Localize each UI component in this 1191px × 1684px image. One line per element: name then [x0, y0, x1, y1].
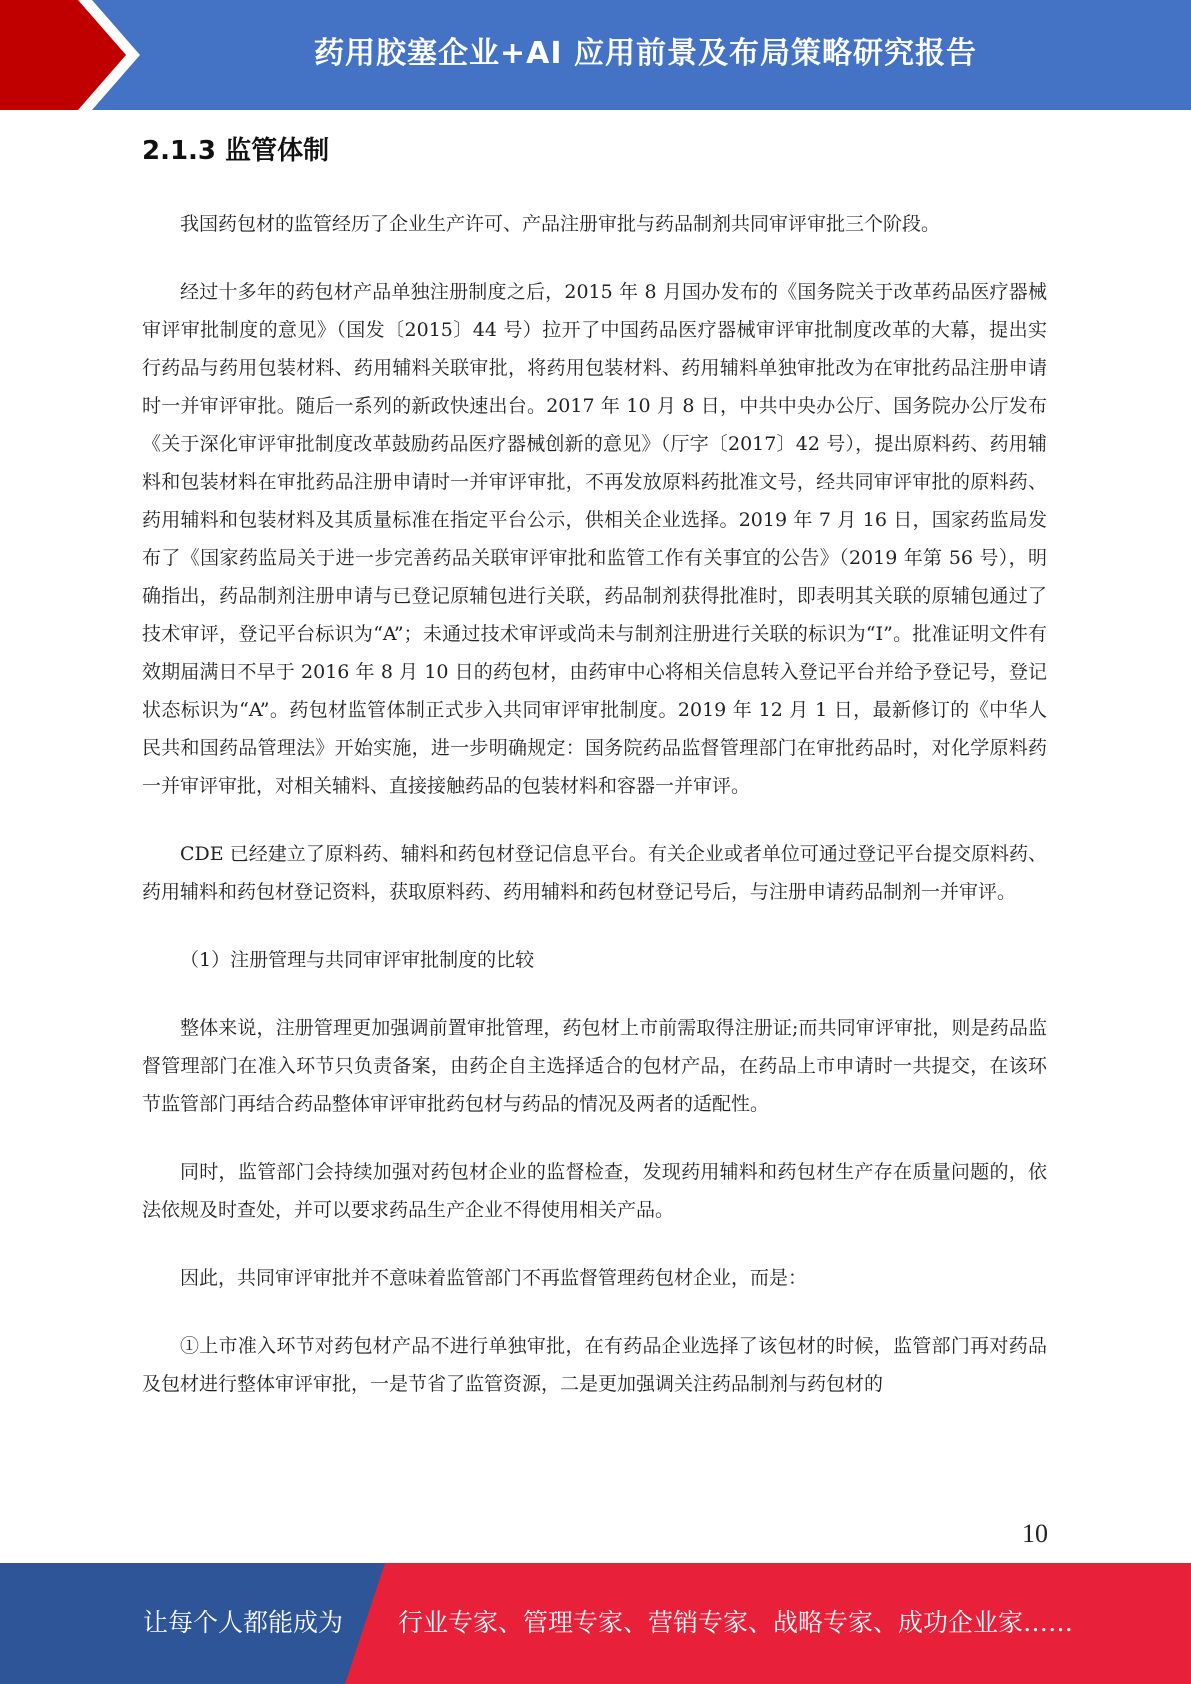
- section-heading: 2.1.3 监管体制: [142, 136, 330, 166]
- page-number: 10: [1022, 1519, 1048, 1548]
- paragraph-therefore: 因此，共同审评审批并不意味着监管部门不再监督管理药包材企业，而是：: [180, 1267, 808, 1289]
- paragraph-subheading: （1）注册管理与共同审评审批制度的比较: [180, 949, 535, 971]
- header-banner: [0, 0, 1191, 110]
- report-title: 药用胶塞企业+AI 应用前景及布局策略研究报告: [314, 36, 977, 71]
- paragraph-supervision: 同时，监管部门会持续加强对药包材企业的监督检查，发现药用辅料和药包材生产存在质量问题的，依法依规及时查处，并可以要求药品生产企业不得使用相关产品。: [142, 1161, 1047, 1221]
- footer-slogan-right: 行业专家、管理专家、营销专家、战略专家、成功企业家……: [398, 1608, 1074, 1637]
- paragraph-point-one: ①上市准入环节对药包材产品不进行单独审批，在有药品企业选择了该包材的时候，监管部门再对药品及包材进行整体审评审批，一是节省了监管资源，二是更加强调关注药品制剂与药包材的: [142, 1335, 1047, 1395]
- paragraph-cde-platform: CDE 已经建立了原料药、辅料和药包材登记信息平台。有关企业或者单位可通过登记平台提交原料药、药用辅料和药包材登记资料，获取原料药、药用辅料和药包材登记号后，与注册申请药品制剂一并审评。: [142, 843, 1047, 903]
- body-text: [142, 205, 1047, 1403]
- paragraph-comparison: 整体来说，注册管理更加强调前置审批管理，药包材上市前需取得注册证;而共同审评审批，则是药品监督管理部门在准入环节只负责备案，由药企自主选择适合的包材产品，在药品上市申请时一共提交，在该环节监管部门再结合药品整体审评审批药包材与药品的情况及两者的适配性。: [142, 1017, 1047, 1115]
- paragraph-history: 经过十多年的药包材产品单独注册制度之后，2015 年 8 月国办发布的《国务院关于改革药品医疗器械审评审批制度的意见》（国发〔2015〕44 号）拉开了中国药品医疗器械审评审批制度改革的大幕，提出实行药品与药用包装材料、药用辅料关联审批，将药用包装材料、药用辅料单独审批改为在审批药品注册申请时一并审评审批。随后一系列的新政快速出台。2017 年 10 月 8 日，中共中央办公厅、国务院办公厅发布《关于深化审评审批制度改革鼓励药品医疗器械创新的意见》（厅字〔2017〕42 号），提出原料药、药用辅料和包装材料在审批药品注册申请时一并审评审批，不再发放原料药批准文号，经共同审评审批的原料药、药用辅料和包装材料及其质量标准在指定平台公示，供相关企业选择。2019 年 7 月 16 日，国家药监局发布了《国家药监局关于进一步完善药品关联审评审批和监管工作有关事宜的公告》（2019 年第 56 号），明确指出，药品制剂注册申请与已登记原辅包进行关联，药品制剂获得批准时，即表明其关联的原辅包通过了技术审评，登记平台标识为“A”；未通过技术审评或尚未与制剂注册进行关联的标识为“I”。批准证明文件有效期届满日不早于 2016 年 8 月 10 日的药包材，由药审中心将相关信息转入登记平台并给予登记号，登记状态标识为“A”。药包材监管体制正式步入共同审评审批制度。2019 年 12 月 1 日，最新修订的《中华人民共和国药品管理法》开始实施，进一步明确规定：国务院药品监督管理部门在审批药品时，对化学原料药一并审评审批，对相关辅料、直接接触药品的包装材料和容器一并审评。: [142, 281, 1047, 797]
- footer-slogan-left: 让每个人都能成为: [143, 1608, 344, 1637]
- paragraph-intro: 我国药包材的监管经历了企业生产许可、产品注册审批与药品制剂共同审评审批三个阶段。: [180, 213, 941, 235]
- footer-banner: [0, 1563, 1191, 1684]
